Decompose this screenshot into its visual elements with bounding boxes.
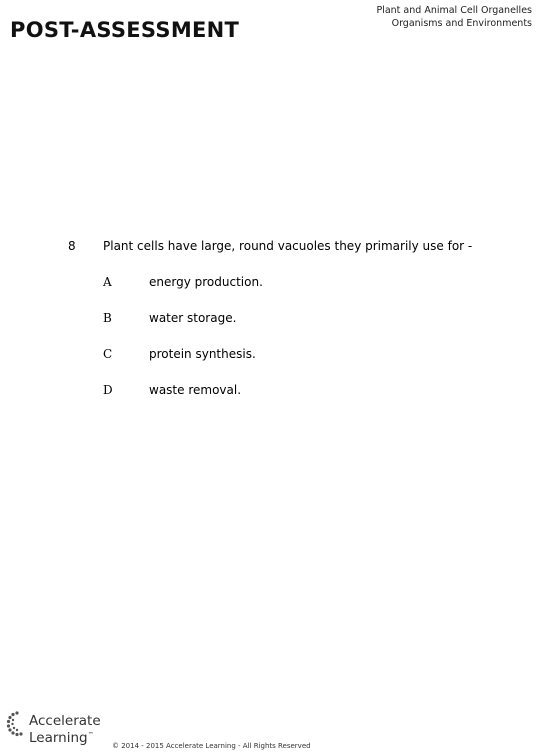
copyright-notice: © 2014 - 2015 Accelerate Learning - All Rights Reserved xyxy=(112,742,311,750)
choice-letter: C xyxy=(103,347,113,361)
choice-letter: B xyxy=(103,311,112,325)
choice-b xyxy=(103,311,236,325)
choice-letter: A xyxy=(103,275,112,289)
logo-text-learning xyxy=(29,730,94,746)
choice-text: waste removal. xyxy=(149,383,242,397)
choice-text: water storage. xyxy=(149,311,237,325)
choice-d xyxy=(103,383,241,397)
choice-text: energy production. xyxy=(149,275,263,289)
page-title: POST-ASSESSMENT xyxy=(10,18,240,42)
unit-title: Organisms and Environments xyxy=(391,18,532,29)
question-text: Plant cells have large, round vacuoles they primarily use for - xyxy=(103,239,473,253)
choice-a xyxy=(103,275,263,289)
choice-c xyxy=(103,347,256,361)
topic-title: Plant and Animal Cell Organelles xyxy=(376,5,532,16)
header-topic-block xyxy=(376,4,532,30)
question-number: 8 xyxy=(68,239,76,253)
choice-text: protein synthesis. xyxy=(149,347,256,361)
logo-text-accelerate: Accelerate xyxy=(29,713,101,729)
choice-letter: D xyxy=(103,383,113,397)
trademark-symbol: ™ xyxy=(87,731,94,739)
logo-text-learning-word: Learning xyxy=(29,730,88,746)
